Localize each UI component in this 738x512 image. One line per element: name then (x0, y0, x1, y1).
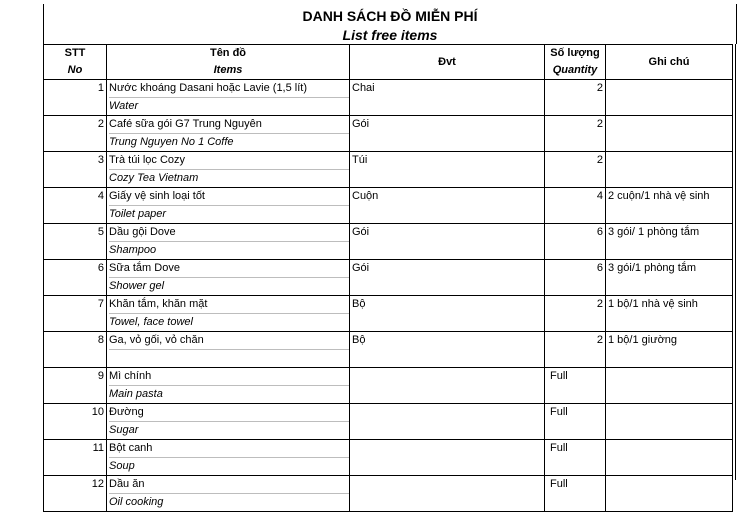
row-number-cell[interactable] (44, 332, 107, 368)
note-cell[interactable] (606, 80, 733, 116)
note-cell[interactable] (606, 404, 733, 440)
table-row (44, 476, 733, 512)
note-cell[interactable] (606, 188, 733, 224)
row-number: 12 (91, 478, 104, 490)
item-unit: Bộ (352, 298, 366, 310)
item-quantity: Full (550, 406, 568, 418)
quantity-cell[interactable] (545, 440, 606, 476)
row-number: 5 (97, 226, 104, 238)
item-name-vietnamese: Nước khoáng Dasani hoặc Lavie (1,5 lít) (109, 80, 349, 98)
item-name-vietnamese: Trà túi lọc Cozy (109, 152, 349, 170)
quantity-cell[interactable] (545, 152, 606, 188)
table-row (44, 440, 733, 476)
item-name-english: Soup (109, 460, 135, 472)
item-name-english: Towel, face towel (109, 316, 193, 328)
item-name-vietnamese: Dầu gội Dove (109, 224, 349, 242)
note-cell[interactable] (606, 332, 733, 368)
item-note: 3 gói/1 phòng tắm (608, 262, 697, 274)
unit-cell[interactable] (350, 188, 545, 224)
unit-cell[interactable] (350, 152, 545, 188)
item-name-vietnamese: Sữa tắm Dove (109, 260, 349, 278)
item-unit: Gói (352, 262, 370, 274)
header-quantity-label: Số lượng (550, 47, 600, 59)
row-number-cell[interactable] (44, 368, 107, 404)
item-name-vietnamese: Dầu ăn (109, 476, 349, 494)
item-note (608, 368, 732, 385)
item-name-english (109, 350, 349, 367)
item-note (608, 116, 732, 133)
item-name-english: Shampoo (109, 244, 157, 256)
row-number: 2 (97, 118, 104, 130)
note-cell[interactable] (606, 296, 733, 332)
quantity-cell[interactable] (545, 368, 606, 404)
row-number: 10 (91, 406, 104, 418)
item-name-vietnamese: Mì chính (109, 368, 349, 386)
item-name-cell[interactable] (107, 476, 350, 512)
table-row (44, 296, 733, 332)
item-unit: Gói (352, 118, 370, 130)
item-quantity: 2 (596, 154, 603, 166)
table-row (44, 152, 733, 188)
header-name[interactable] (107, 45, 350, 80)
item-name-cell[interactable] (107, 332, 350, 368)
unit-cell[interactable] (350, 476, 545, 512)
header-note-label: Ghi chú (648, 55, 690, 68)
item-name-cell[interactable] (107, 116, 350, 152)
item-name-vietnamese: Ga, vỏ gối, vỏ chăn (109, 332, 349, 350)
header-row (44, 45, 733, 80)
table-row (44, 80, 733, 116)
table-row (44, 332, 733, 368)
sheet-right-edge (735, 44, 736, 480)
row-number-cell[interactable] (44, 188, 107, 224)
item-name-vietnamese: Đường (109, 404, 349, 422)
header-stt[interactable] (44, 45, 107, 80)
item-quantity: 2 (596, 118, 603, 130)
item-note (608, 152, 732, 169)
title-vietnamese: DANH SÁCH ĐỒ MIỄN PHÍ (302, 8, 478, 24)
free-items-table (43, 44, 733, 512)
row-number: 11 (92, 442, 104, 454)
unit-cell[interactable] (350, 404, 545, 440)
title-english: List free items (342, 27, 438, 43)
note-cell[interactable] (606, 476, 733, 512)
item-name-english: Sugar (109, 424, 139, 436)
item-note: 1 bộ/1 nhà vệ sinh (608, 298, 698, 310)
item-quantity: 6 (596, 262, 603, 274)
item-note (608, 80, 732, 97)
quantity-cell[interactable] (545, 296, 606, 332)
row-number-cell[interactable] (44, 224, 107, 260)
row-number-cell[interactable] (44, 440, 107, 476)
item-unit (352, 368, 544, 385)
item-quantity: 2 (596, 298, 603, 310)
item-name-cell[interactable] (107, 296, 350, 332)
row-number-cell[interactable] (44, 476, 107, 512)
table-row (44, 368, 733, 404)
item-name-english: Water (109, 100, 139, 112)
item-note: 1 bộ/1 giường (608, 334, 678, 346)
header-note[interactable] (606, 45, 733, 80)
item-note: 2 cuộn/1 nhà vệ sinh (608, 190, 710, 202)
item-quantity: Full (550, 478, 568, 490)
item-name-vietnamese: Bột canh (109, 440, 349, 458)
unit-cell[interactable] (350, 332, 545, 368)
item-name-vietnamese: Café sữa gói G7 Trung Nguyên (109, 116, 349, 134)
header-quantity[interactable] (545, 45, 606, 80)
item-unit: Gói (352, 226, 370, 238)
quantity-cell[interactable] (545, 116, 606, 152)
table-row (44, 404, 733, 440)
item-unit: Cuộn (352, 190, 379, 202)
row-number: 7 (97, 298, 104, 310)
row-number-cell[interactable] (44, 80, 107, 116)
title-block (43, 4, 737, 44)
header-stt-label-en: No (67, 64, 83, 76)
quantity-cell[interactable] (545, 332, 606, 368)
row-number: 4 (97, 190, 104, 202)
item-name-cell[interactable] (107, 224, 350, 260)
item-name-cell[interactable] (107, 188, 350, 224)
note-cell[interactable] (606, 260, 733, 296)
header-unit-label: Đvt (438, 55, 456, 68)
item-name-vietnamese: Giấy vệ sinh loại tốt (109, 188, 349, 206)
note-cell[interactable] (606, 368, 733, 404)
item-name-cell[interactable] (107, 152, 350, 188)
item-name-english: Shower gel (109, 280, 165, 292)
item-note (608, 476, 732, 493)
note-cell[interactable] (606, 224, 733, 260)
row-number-cell[interactable] (44, 404, 107, 440)
unit-cell[interactable] (350, 296, 545, 332)
item-quantity: 2 (596, 334, 603, 346)
item-unit: Chai (352, 82, 375, 94)
item-note: 3 gói/ 1 phòng tắm (608, 226, 700, 238)
unit-cell[interactable] (350, 440, 545, 476)
header-quantity-label-en: Quantity (552, 64, 598, 76)
unit-cell[interactable] (350, 368, 545, 404)
table-row (44, 116, 733, 152)
item-name-cell[interactable] (107, 404, 350, 440)
item-note (608, 440, 732, 457)
item-unit: Bộ (352, 334, 366, 346)
item-quantity: 2 (596, 82, 603, 94)
item-name-english: Oil cooking (109, 496, 164, 508)
row-number-cell[interactable] (44, 296, 107, 332)
item-name-english: Trung Nguyen No 1 Coffe (109, 136, 234, 148)
item-name-english: Cozy Tea Vietnam (109, 172, 199, 184)
item-unit (352, 404, 544, 421)
quantity-cell[interactable] (545, 224, 606, 260)
item-name-english: Toilet paper (109, 208, 167, 220)
item-name-cell[interactable] (107, 440, 350, 476)
item-unit: Túi (352, 154, 368, 166)
row-number-cell[interactable] (44, 260, 107, 296)
item-name-cell[interactable] (107, 260, 350, 296)
note-cell[interactable] (606, 152, 733, 188)
row-number: 9 (97, 370, 104, 382)
quantity-cell[interactable] (545, 476, 606, 512)
unit-cell[interactable] (350, 260, 545, 296)
item-quantity: Full (550, 442, 568, 454)
item-unit (352, 440, 544, 457)
quantity-cell[interactable] (545, 80, 606, 116)
item-name-cell[interactable] (107, 80, 350, 116)
row-number-cell[interactable] (44, 152, 107, 188)
table-row (44, 224, 733, 260)
unit-cell[interactable] (350, 80, 545, 116)
quantity-cell[interactable] (545, 260, 606, 296)
header-stt-label: STT (64, 47, 86, 59)
header-unit[interactable] (350, 45, 545, 80)
item-note (608, 404, 732, 421)
table-row (44, 260, 733, 296)
row-number: 3 (97, 154, 104, 166)
header-name-label: Tên đồ (209, 47, 247, 59)
item-quantity: 4 (596, 190, 603, 202)
row-number: 8 (97, 334, 104, 346)
row-number-cell[interactable] (44, 116, 107, 152)
table-row (44, 188, 733, 224)
item-unit (352, 476, 544, 493)
item-name-english: Main pasta (109, 388, 163, 400)
note-cell[interactable] (606, 440, 733, 476)
item-name-vietnamese: Khăn tắm, khăn mặt (109, 296, 349, 314)
unit-cell[interactable] (350, 224, 545, 260)
item-quantity: 6 (596, 226, 603, 238)
row-number: 1 (97, 82, 104, 94)
item-quantity: Full (550, 370, 568, 382)
note-cell[interactable] (606, 116, 733, 152)
quantity-cell[interactable] (545, 404, 606, 440)
header-name-label-en: Items (213, 64, 243, 76)
item-name-cell[interactable] (107, 368, 350, 404)
quantity-cell[interactable] (545, 188, 606, 224)
unit-cell[interactable] (350, 116, 545, 152)
row-number: 6 (97, 262, 104, 274)
